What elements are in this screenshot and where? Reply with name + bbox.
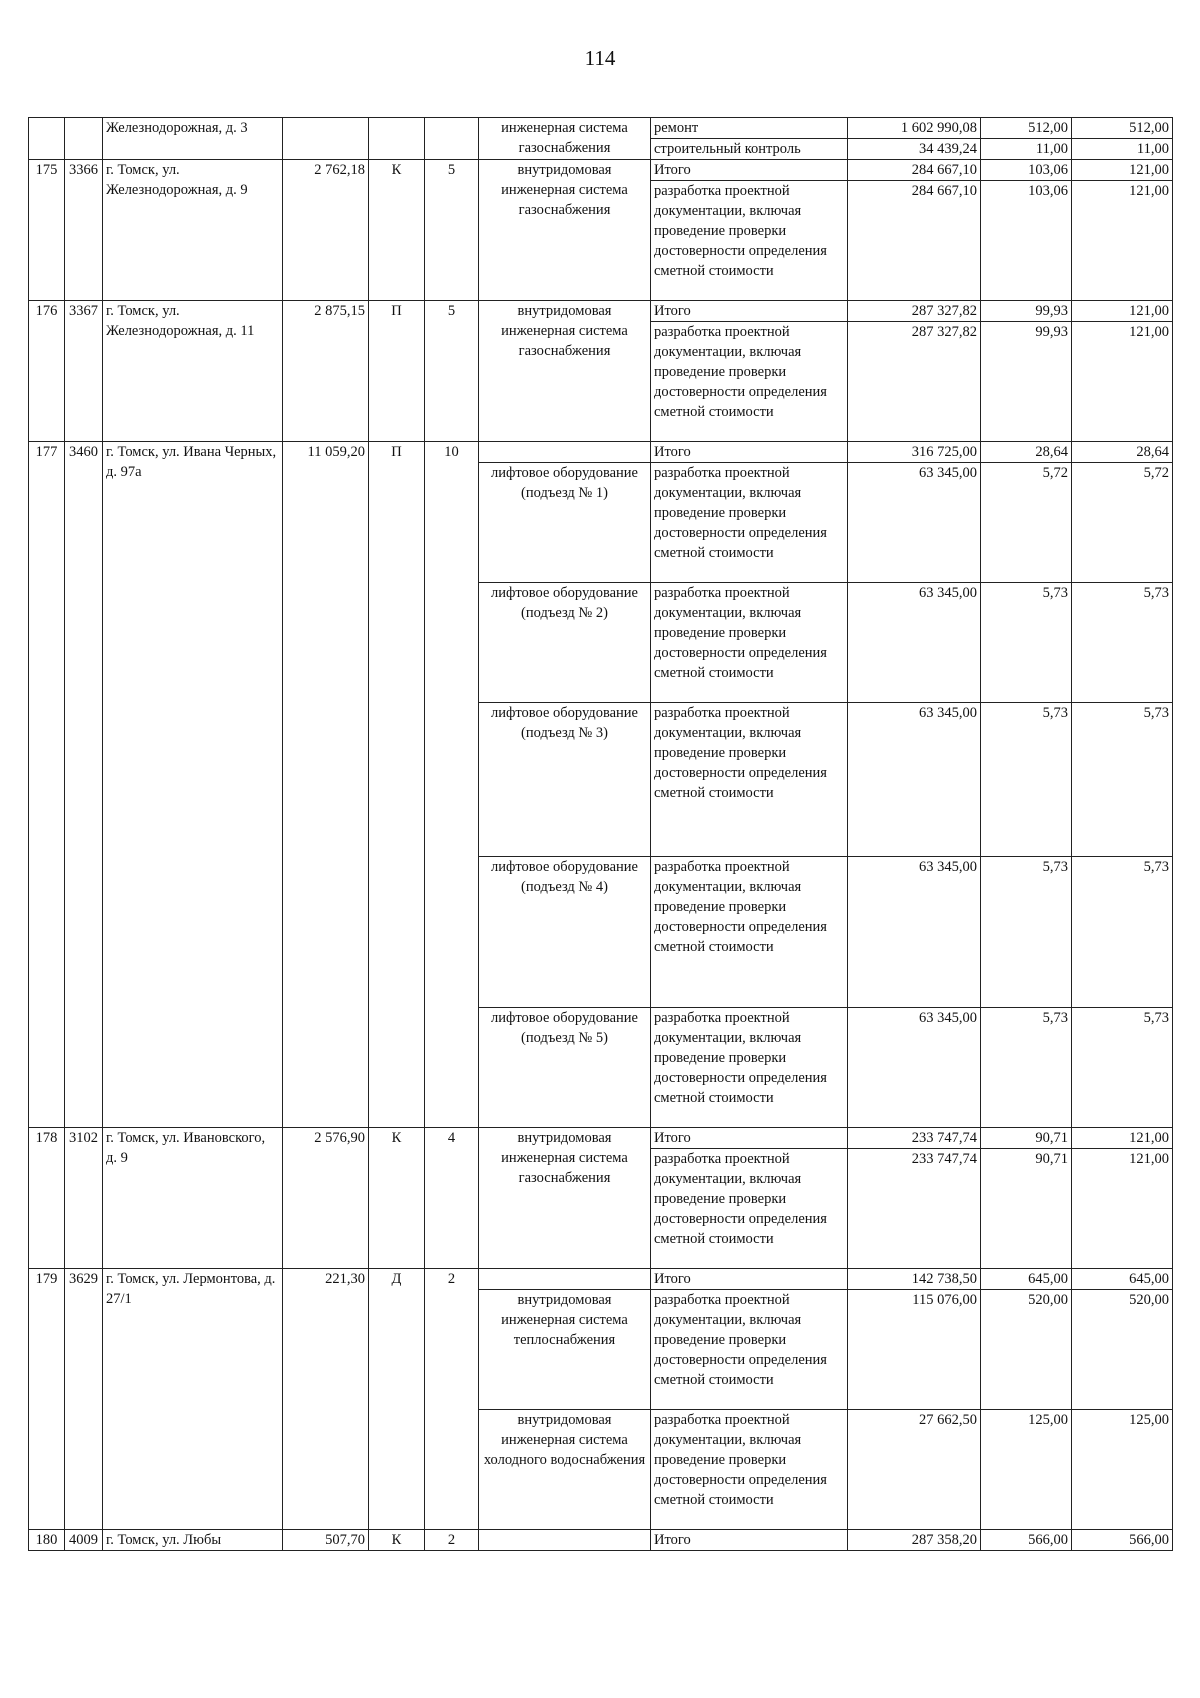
area: 221,30	[283, 1269, 369, 1530]
total-max-unit-cost: 566,00	[1072, 1530, 1173, 1551]
system-name: внутридомовая инженерная система холодного водоснабжения	[479, 1410, 651, 1530]
work-type: разработка проектной документации, включая проведение проверки достоверности определения сметной стоимости	[651, 322, 848, 442]
max-unit-cost: 121,00	[1072, 322, 1173, 442]
wall-material: П	[369, 442, 425, 1128]
house-id: 3460	[65, 442, 103, 1128]
system-name: лифтовое оборудование (подъезд № 2)	[479, 583, 651, 703]
house-id: 3629	[65, 1269, 103, 1530]
total-unit-cost: 645,00	[981, 1269, 1072, 1290]
table-row	[29, 301, 1173, 322]
work-type: разработка проектной документации, включая проведение проверки достоверности определения сметной стоимости	[651, 1290, 848, 1410]
max-unit-cost: 512,00	[1072, 118, 1173, 139]
table-row	[29, 1530, 1173, 1551]
address: г. Томск, ул. Железнодорожная, д. 11	[103, 301, 283, 442]
cost: 34 439,24	[848, 139, 981, 160]
row-number: 176	[29, 301, 65, 442]
address: г. Томск, ул. Лермонтова, д. 27/1	[103, 1269, 283, 1530]
unit-cost: 5,73	[981, 703, 1072, 857]
system-name: внутридомовая инженерная система газоснабжения	[479, 160, 651, 301]
floors	[425, 118, 479, 160]
work-type: разработка проектной документации, включая проведение проверки достоверности определения сметной стоимости	[651, 857, 848, 1008]
max-unit-cost: 125,00	[1072, 1410, 1173, 1530]
floors: 2	[425, 1269, 479, 1530]
max-unit-cost: 11,00	[1072, 139, 1173, 160]
work-type: разработка проектной документации, включая проведение проверки достоверности определения сметной стоимости	[651, 703, 848, 857]
unit-cost: 11,00	[981, 139, 1072, 160]
wall-material: К	[369, 160, 425, 301]
system-name: лифтовое оборудование (подъезд № 1)	[479, 463, 651, 583]
house-id	[65, 118, 103, 160]
cost: 63 345,00	[848, 1008, 981, 1128]
unit-cost: 99,93	[981, 322, 1072, 442]
cost: 63 345,00	[848, 703, 981, 857]
total-label: Итого	[651, 442, 848, 463]
max-unit-cost: 520,00	[1072, 1290, 1173, 1410]
work-type: разработка проектной документации, включая проведение проверки достоверности определения сметной стоимости	[651, 463, 848, 583]
work-type: разработка проектной документации, включая проведение проверки достоверности определения сметной стоимости	[651, 181, 848, 301]
total-cost: 284 667,10	[848, 160, 981, 181]
total-unit-cost: 90,71	[981, 1128, 1072, 1149]
system-name: внутридомовая инженерная система теплоснабжения	[479, 1290, 651, 1410]
row-number	[29, 118, 65, 160]
house-id: 3367	[65, 301, 103, 442]
area: 507,70	[283, 1530, 369, 1551]
max-unit-cost: 5,73	[1072, 857, 1173, 1008]
address: г. Томск, ул. Ивана Черных, д. 97а	[103, 442, 283, 1128]
total-label: Итого	[651, 160, 848, 181]
address: Железнодорожная, д. 3	[103, 118, 283, 160]
system-name: внутридомовая инженерная система газоснабжения	[479, 301, 651, 442]
cost: 1 602 990,08	[848, 118, 981, 139]
max-unit-cost: 5,73	[1072, 583, 1173, 703]
house-id: 3102	[65, 1128, 103, 1269]
wall-material: Д	[369, 1269, 425, 1530]
address: г. Томск, ул. Железнодорожная, д. 9	[103, 160, 283, 301]
unit-cost: 90,71	[981, 1149, 1072, 1269]
floors: 4	[425, 1128, 479, 1269]
total-max-unit-cost: 121,00	[1072, 301, 1173, 322]
total-cost: 287 358,20	[848, 1530, 981, 1551]
cost: 284 667,10	[848, 181, 981, 301]
total-label: Итого	[651, 1530, 848, 1551]
system-name: лифтовое оборудование (подъезд № 3)	[479, 703, 651, 857]
work-type: разработка проектной документации, включая проведение проверки достоверности определения сметной стоимости	[651, 1149, 848, 1269]
unit-cost: 5,73	[981, 857, 1072, 1008]
unit-cost: 520,00	[981, 1290, 1072, 1410]
system-name	[479, 1269, 651, 1290]
unit-cost: 103,06	[981, 181, 1072, 301]
cost: 115 076,00	[848, 1290, 981, 1410]
table-row	[29, 160, 1173, 181]
cost: 63 345,00	[848, 463, 981, 583]
work-type: строительный контроль	[651, 139, 848, 160]
table-row	[29, 1269, 1173, 1290]
max-unit-cost: 5,72	[1072, 463, 1173, 583]
total-max-unit-cost: 28,64	[1072, 442, 1173, 463]
total-max-unit-cost: 121,00	[1072, 1128, 1173, 1149]
area	[283, 118, 369, 160]
total-max-unit-cost: 121,00	[1072, 160, 1173, 181]
max-unit-cost: 5,73	[1072, 1008, 1173, 1128]
total-unit-cost: 99,93	[981, 301, 1072, 322]
unit-cost: 5,73	[981, 583, 1072, 703]
table-row	[29, 442, 1173, 463]
total-cost: 233 747,74	[848, 1128, 981, 1149]
house-id: 3366	[65, 160, 103, 301]
total-label: Итого	[651, 1269, 848, 1290]
unit-cost: 5,72	[981, 463, 1072, 583]
work-type: ремонт	[651, 118, 848, 139]
system-name	[479, 442, 651, 463]
total-unit-cost: 566,00	[981, 1530, 1072, 1551]
row-number: 179	[29, 1269, 65, 1530]
total-unit-cost: 28,64	[981, 442, 1072, 463]
cost: 287 327,82	[848, 322, 981, 442]
system-name: инженерная система газоснабжения	[479, 118, 651, 160]
system-name	[479, 1530, 651, 1551]
table-row	[29, 118, 1173, 139]
wall-material	[369, 118, 425, 160]
wall-material: К	[369, 1128, 425, 1269]
table-row	[29, 1128, 1173, 1149]
floors: 5	[425, 301, 479, 442]
total-label: Итого	[651, 1128, 848, 1149]
max-unit-cost: 121,00	[1072, 1149, 1173, 1269]
row-number: 175	[29, 160, 65, 301]
area: 2 576,90	[283, 1128, 369, 1269]
address: г. Томск, ул. Любы	[103, 1530, 283, 1551]
cost: 63 345,00	[848, 857, 981, 1008]
area: 2 875,15	[283, 301, 369, 442]
system-name: лифтовое оборудование (подъезд № 5)	[479, 1008, 651, 1128]
house-id: 4009	[65, 1530, 103, 1551]
wall-material: К	[369, 1530, 425, 1551]
work-type: разработка проектной документации, включая проведение проверки достоверности определения сметной стоимости	[651, 583, 848, 703]
work-type: разработка проектной документации, включая проведение проверки достоверности определения сметной стоимости	[651, 1008, 848, 1128]
total-cost: 287 327,82	[848, 301, 981, 322]
total-cost: 316 725,00	[848, 442, 981, 463]
floors: 2	[425, 1530, 479, 1551]
repair-register-table	[28, 117, 1173, 1551]
address: г. Томск, ул. Ивановского, д. 9	[103, 1128, 283, 1269]
cost: 27 662,50	[848, 1410, 981, 1530]
work-type: разработка проектной документации, включая проведение проверки достоверности определения сметной стоимости	[651, 1410, 848, 1530]
cost: 63 345,00	[848, 583, 981, 703]
wall-material: П	[369, 301, 425, 442]
total-cost: 142 738,50	[848, 1269, 981, 1290]
row-number: 178	[29, 1128, 65, 1269]
max-unit-cost: 121,00	[1072, 181, 1173, 301]
cost: 233 747,74	[848, 1149, 981, 1269]
max-unit-cost: 5,73	[1072, 703, 1173, 857]
row-number: 177	[29, 442, 65, 1128]
row-number: 180	[29, 1530, 65, 1551]
system-name: лифтовое оборудование (подъезд № 4)	[479, 857, 651, 1008]
page-number: 114	[584, 46, 616, 70]
area: 11 059,20	[283, 442, 369, 1128]
unit-cost: 125,00	[981, 1410, 1072, 1530]
total-label: Итого	[651, 301, 848, 322]
system-name: внутридомовая инженерная система газоснабжения	[479, 1128, 651, 1269]
floors: 10	[425, 442, 479, 1128]
total-max-unit-cost: 645,00	[1072, 1269, 1173, 1290]
total-unit-cost: 103,06	[981, 160, 1072, 181]
area: 2 762,18	[283, 160, 369, 301]
unit-cost: 512,00	[981, 118, 1072, 139]
unit-cost: 5,73	[981, 1008, 1072, 1128]
floors: 5	[425, 160, 479, 301]
